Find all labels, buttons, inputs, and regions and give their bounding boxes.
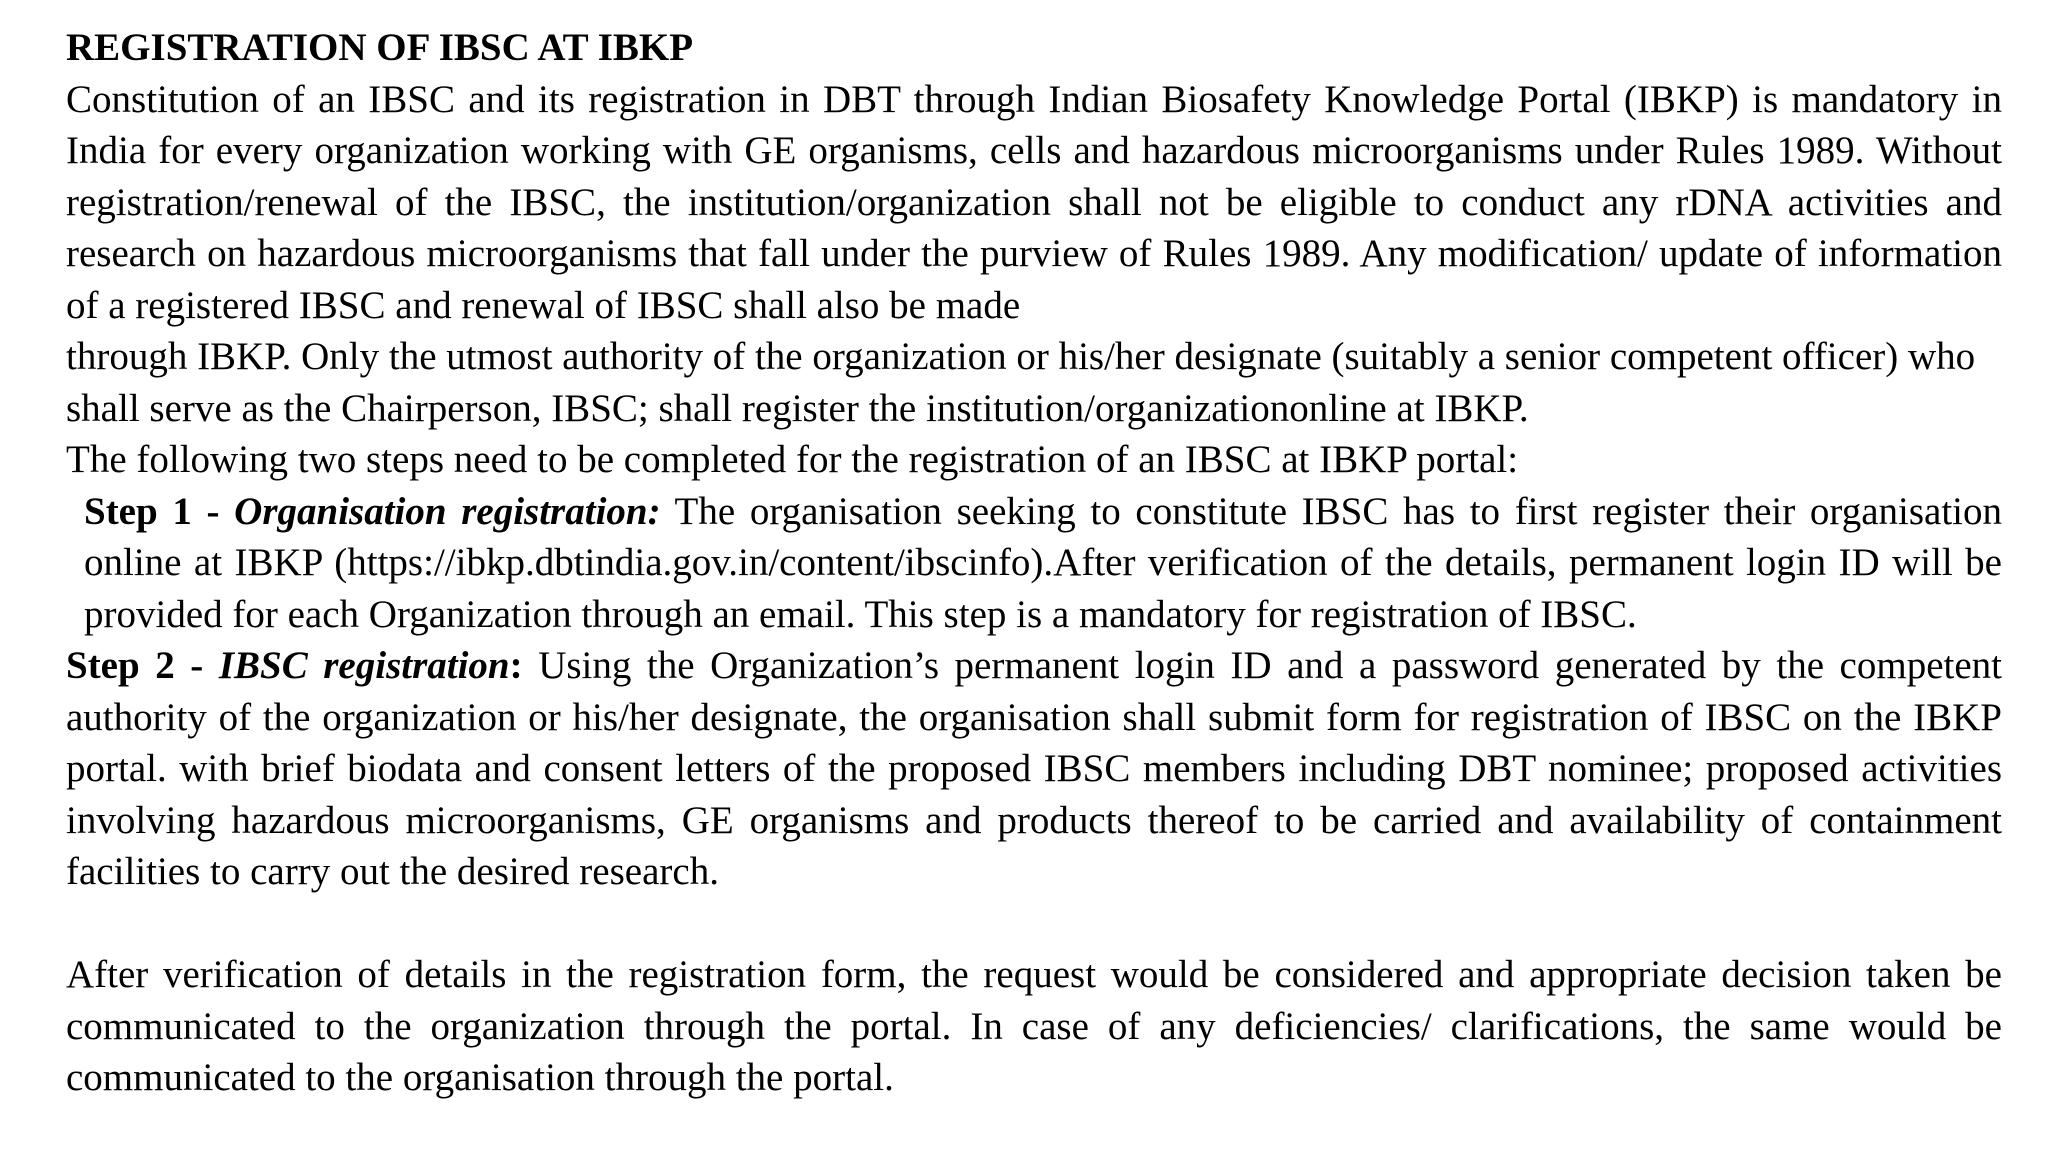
intro-paragraph-continued: through IBKP. Only the utmost authority of the organization or his/her designate (suitably a senior competent officer) who shall serve as the Chairperson, IBSC; shall register the institution/organizationonline at IBKP. — [66, 335, 1976, 430]
step-2-colon: : — [509, 644, 523, 687]
step-1-paragraph — [66, 486, 2002, 641]
step-2-text: Using the Organization’s permanent login ID and a password generated by the competent authority of the organization or his/her designate, the organisation shall submit form for registration of IBSC on the IBKP portal. with brief biodata and consent letters of the proposed IBSC members including DBT nominee; proposed activities involving hazardous microorganisms, GE organisms and products thereof to be carried and availability of containment facilities to carry out the desired research. — [66, 644, 2002, 893]
paragraph-spacer — [66, 898, 2002, 950]
document-body — [66, 22, 2002, 1104]
intro-paragraph: Constitution of an IBSC and its registration in DBT through Indian Biosafety Knowledge Portal (IBKP) is mandatory in India for every organization working with GE organisms, cells and hazardous microorganisms under Rules 1989. Without registration/renewal of the IBSC, the institution/organization shall not be eligible to conduct any rDNA activities and research on hazardous microorganisms that fall under the purview of Rules 1989. Any modification/ update of information of a registered IBSC and renewal of IBSC shall also be made — [66, 77, 2002, 327]
document-heading: REGISTRATION OF IBSC AT IBKP — [66, 26, 694, 69]
step-2-paragraph — [66, 640, 2002, 898]
step-1-label: Step 1 - — [84, 489, 235, 533]
step-1-text: The organisation seeking to constitute IBSC has to first register their organisation online at IBKP (https://ibkp.dbtindia.gov.in/content/ibscinfo).After verification of the details, permanent login ID will be provided for each Organization through an email. This step is a mandatory for registration of IBSC. — [84, 489, 2002, 636]
step-2-title: IBSC registration — [218, 644, 510, 687]
steps-intro: The following two steps need to be completed for the registration of an IBSC at IBKP portal: — [66, 438, 1519, 481]
step-2-label: Step 2 - — [66, 644, 219, 687]
closing-paragraph: After verification of details in the registration form, the request would be considered and appropriate decision taken be communicated to the organization through the portal. In case of any deficiencies/ clarifications, the same would be communicated to the organisation through the portal. — [66, 953, 2002, 1099]
step-1-title: Organisation registration: — [234, 489, 661, 533]
